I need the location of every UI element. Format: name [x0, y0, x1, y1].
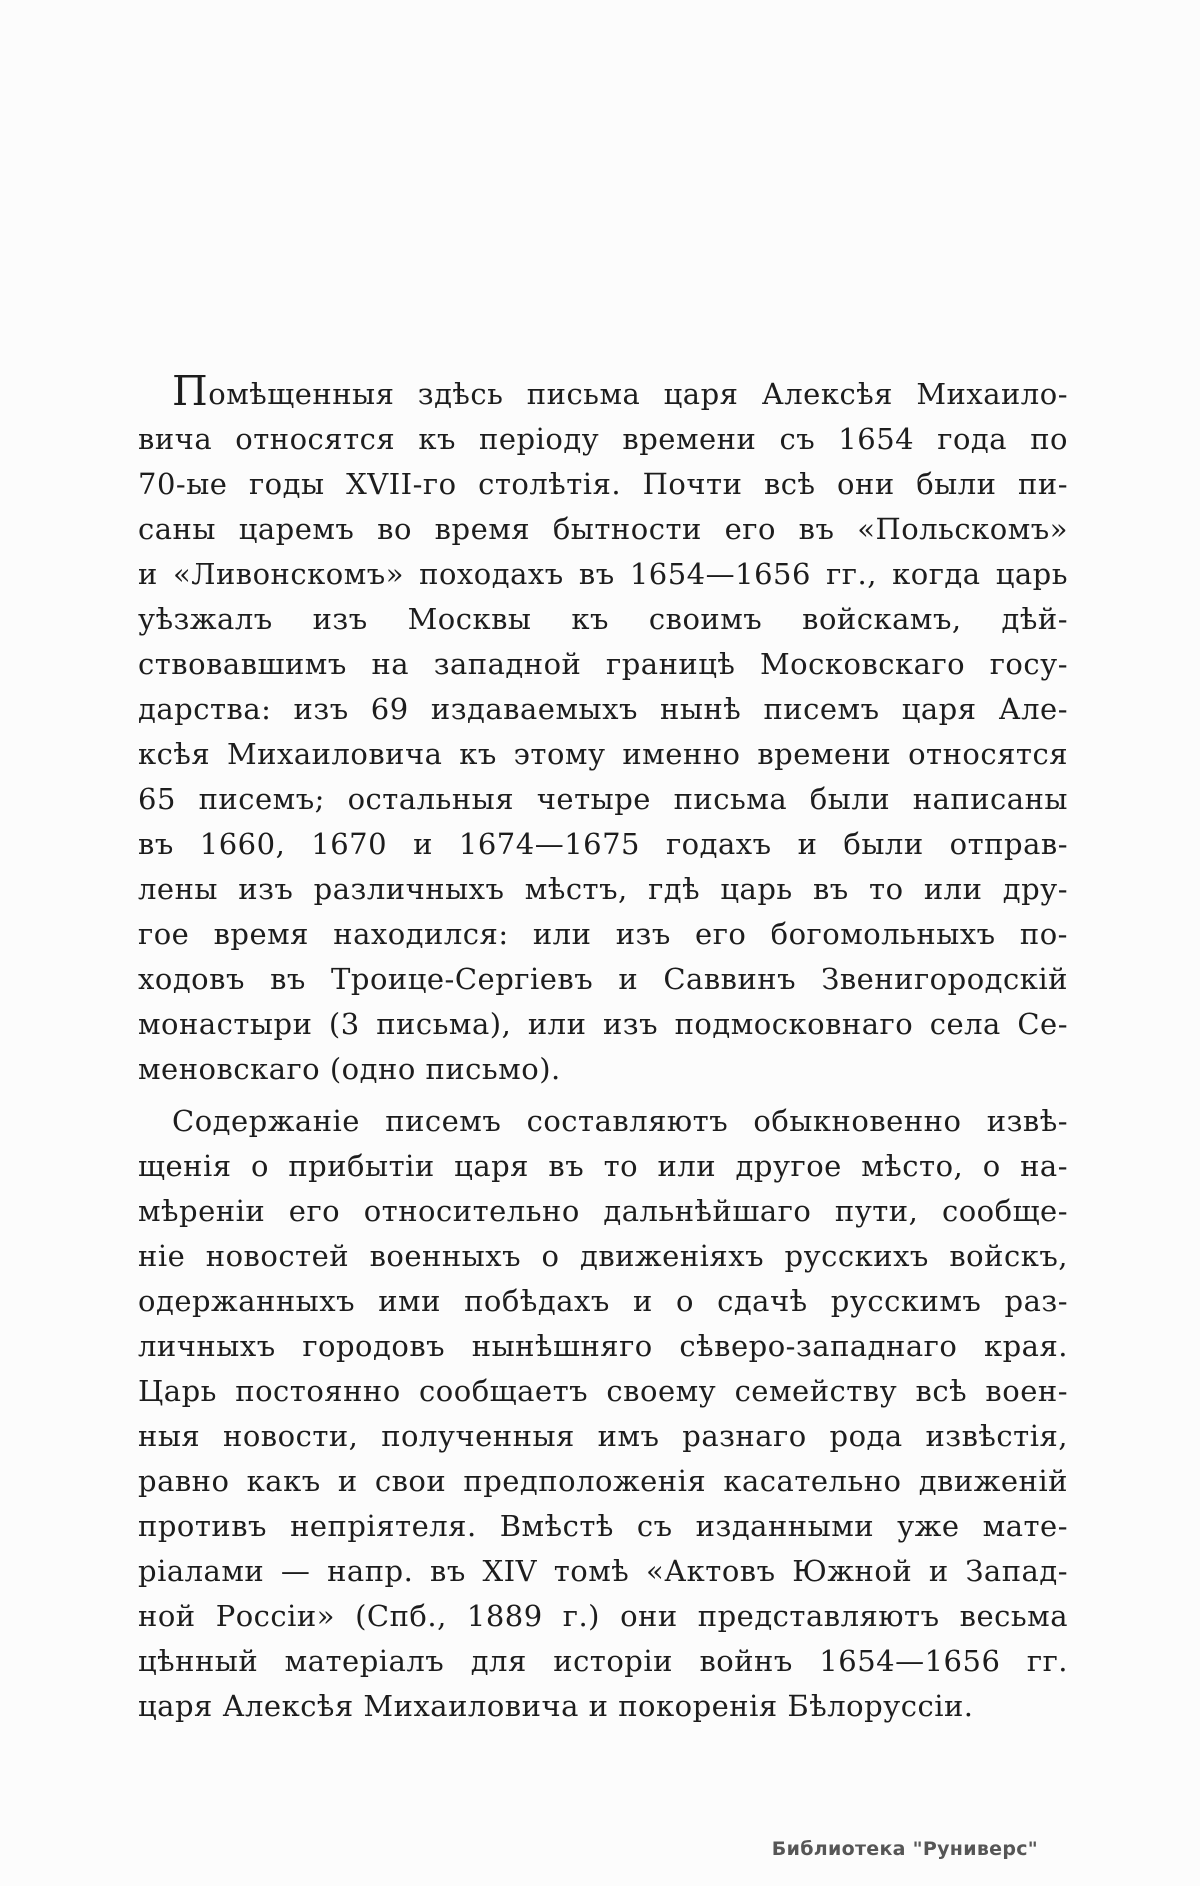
library-watermark: Библиотека "Руниверс"	[771, 1838, 1038, 1860]
paragraph	[138, 372, 1068, 1092]
text-line: 65 писемъ; остальныя четыре письма были написаны	[138, 782, 1068, 816]
text-line: и «Ливонскомъ» походахъ въ 1654—1656 гг., когда царь	[138, 557, 1068, 591]
text-line: одержанныхъ ими побѣдахъ и о сдачѣ русскимъ раз-	[138, 1284, 1068, 1318]
text-line: гое время находился: или изъ его богомольныхъ по-	[138, 917, 1068, 951]
text-line: царя Алексѣя Михаиловича и покоренія Бѣлоруссіи.	[138, 1689, 974, 1723]
text-line: саны царемъ во время бытности его въ «Польскомъ»	[138, 512, 1068, 546]
text-line: противъ непріятеля. Вмѣстѣ съ изданными уже мате-	[138, 1509, 1068, 1543]
text-line: равно какъ и свои предположенія касательно движеній	[138, 1464, 1068, 1498]
text-line: ходовъ въ Троице-Сергіевъ и Саввинъ Звенигородскій	[138, 962, 1068, 996]
text-block	[138, 372, 1068, 1729]
text-line: Помѣщенныя здѣсь письма царя Алексѣя Михаило-	[138, 372, 1068, 417]
text-line: уѣзжалъ изъ Москвы къ своимъ войскамъ, дѣй-	[138, 602, 1068, 636]
text-line: лены изъ различныхъ мѣстъ, гдѣ царь въ то или дру-	[138, 872, 1068, 906]
text-line: ныя новости, полученныя имъ разнаго рода извѣстія,	[138, 1419, 1068, 1453]
text-line: ной Россіи» (Спб., 1889 г.) они представляютъ весьма	[138, 1599, 1068, 1633]
text-line: мѣреніи его относительно дальнѣйшаго пути, сообще-	[138, 1194, 1068, 1228]
text-line: личныхъ городовъ нынѣшняго сѣверо-западнаго края.	[138, 1329, 1068, 1363]
text-line: ріалами — напр. въ XIV томѣ «Актовъ Южной и Запад-	[138, 1554, 1068, 1588]
text-line: вича относятся къ періоду времени съ 1654 года по	[138, 422, 1068, 456]
text-line: 70-ые годы XVII-го столѣтія. Почти всѣ они были пи-	[138, 467, 1068, 501]
text-line: монастыри (3 письма), или изъ подмосковнаго села Се-	[138, 1007, 1068, 1041]
initial-capital: П	[172, 372, 209, 415]
text-line: щенія о прибытіи царя въ то или другое мѣсто, о на-	[138, 1149, 1068, 1183]
text-line: Содержаніе писемъ составляютъ обыкновенно извѣ-	[172, 1104, 1068, 1138]
text-line: ксѣя Михаиловича къ этому именно времени относятся	[138, 737, 1068, 771]
text-line: Царь постоянно сообщаетъ своему семейству всѣ воен-	[138, 1374, 1068, 1408]
text-line: меновскаго (одно письмо).	[138, 1052, 561, 1086]
paragraph	[138, 1099, 1068, 1729]
text-line: ніе новостей военныхъ о движеніяхъ русскихъ войскъ,	[138, 1239, 1068, 1273]
text-line: цѣнный матеріалъ для исторіи войнъ 1654—1656 гг.	[138, 1644, 1068, 1678]
text-line: въ 1660, 1670 и 1674—1675 годахъ и были отправ-	[138, 827, 1068, 861]
text-line: ствовавшимъ на западной границѣ Московскаго госу-	[138, 647, 1068, 681]
text-line: дарства: изъ 69 издаваемыхъ нынѣ писемъ царя Але-	[138, 692, 1068, 726]
